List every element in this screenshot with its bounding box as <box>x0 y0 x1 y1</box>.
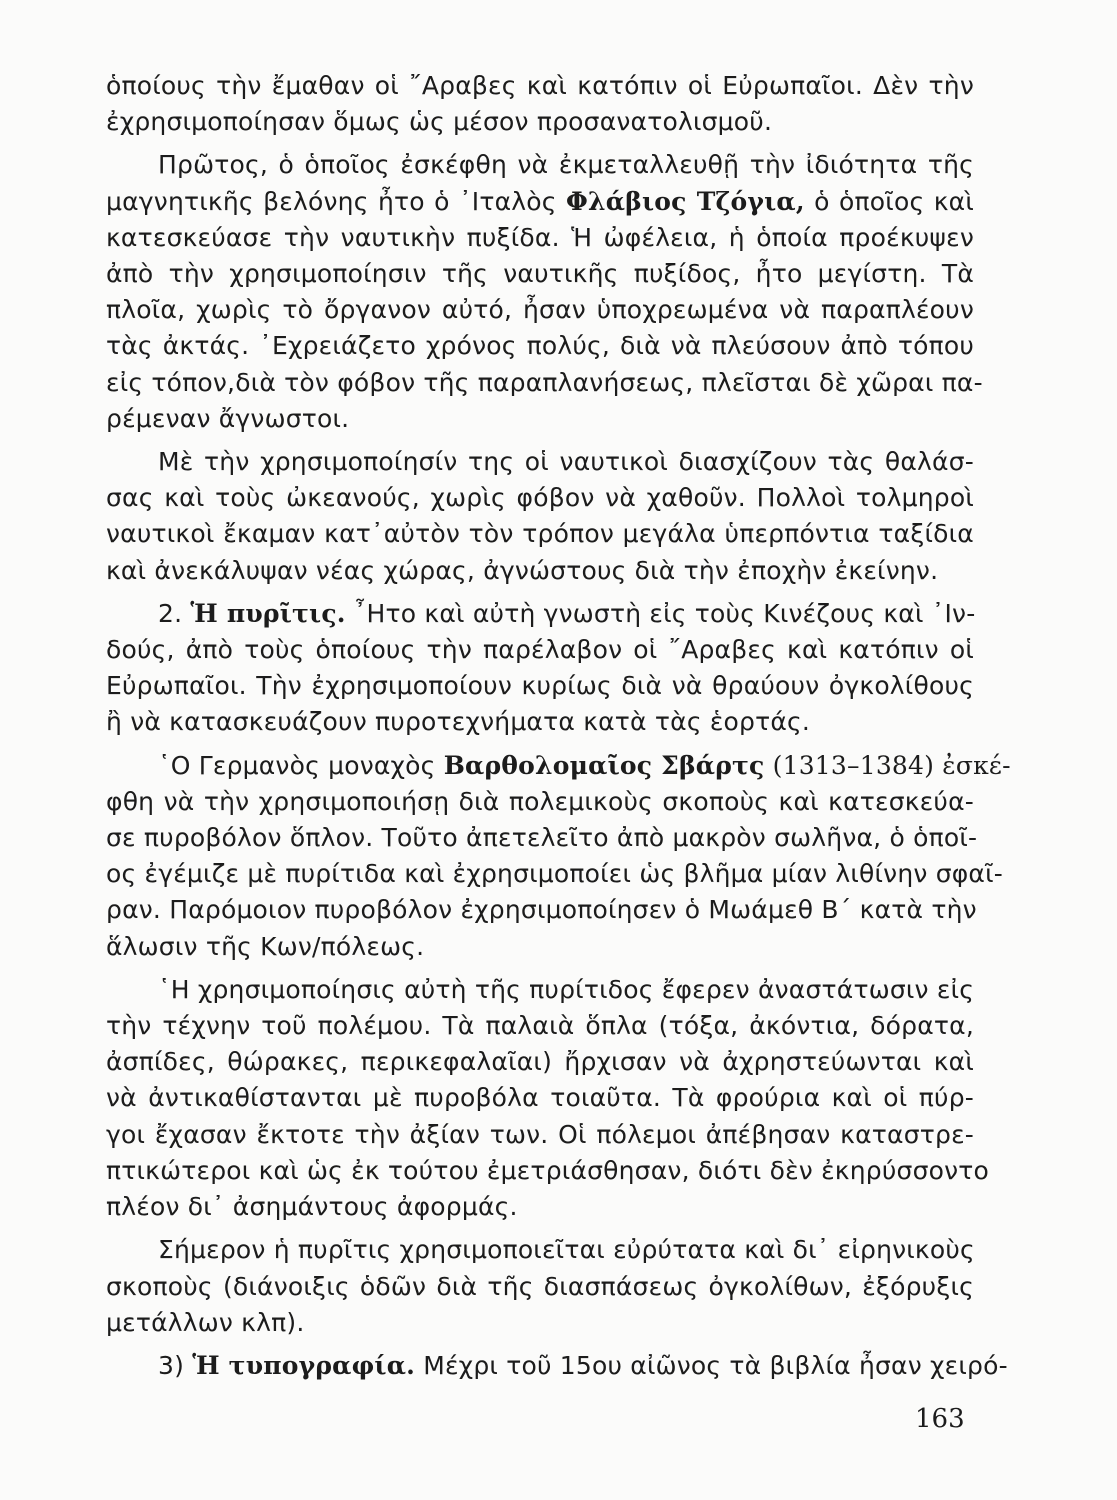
text-line: σκοποὺς (διάνοιξις ὁδῶν διὰ τῆς διασπάσεως ὀγκολίθων, ἐξόρυξις <box>106 1271 974 1301</box>
text-line: Μὲ τὴν χρησιμοποίησίν της οἱ ναυτικοὶ διασχίζουν τὰς θαλάσ- <box>158 447 974 477</box>
text-line: τὰς ἀκτάς. ᾿Εχρειάζετο χρόνος πολύς, διὰ νὰ πλεύσουν ἀπὸ τόπου <box>106 331 974 361</box>
text-line: ρέμεναν ἄγνωστοι. <box>106 403 350 433</box>
paragraph-compass-inventor <box>106 147 983 437</box>
text-run: Μέχρι τοῦ 15ου αἰῶνος τὰ βιβλία ἦσαν χειρό- <box>415 1350 1008 1380</box>
text-line: ὁποίους τὴν ἔμαθαν οἱ ῎Αραβες καὶ κατόπιν οἱ Εὐρωπαῖοι. Δὲν τὴν <box>106 71 974 100</box>
text-line: εἰς τόπον,διὰ τὸν φόβον τῆς παραπλανήσεως, πλεῖσται δὲ χῶραι πα- <box>106 367 983 397</box>
section-heading-printing: Ἡ τυπογραφία. <box>192 1350 416 1380</box>
bold-name-schwarz: Βαρθολομαῖος Σβάρτς <box>443 750 765 780</box>
text-line <box>106 596 974 632</box>
text-line: δούς, ἀπὸ τοὺς ὁποίους τὴν παρέλαβον οἱ ῎Αραβες καὶ κατόπιν οἱ <box>106 635 974 665</box>
text-line: πλέον δι᾿ ἀσημάντους ἀφορμάς. <box>106 1192 518 1222</box>
text-line: τὴν τέχνην τοῦ πολέμου. Τὰ παλαιὰ ὅπλα (τόξα, ἀκόντια, δόρατα, <box>106 1011 974 1041</box>
text-line <box>106 1348 1008 1384</box>
text-line: ἅλωσιν τῆς Κων/πόλεως. <box>106 931 425 961</box>
text-line: καὶ ἀνεκάλυψαν νέας χώρας, ἀγνώστους διὰ τὴν ἐποχὴν ἐκείνην. <box>106 555 939 585</box>
paragraph-printing <box>106 1348 1008 1384</box>
text-line: Πρῶτος, ὁ ὁποῖος ἐσκέφθη νὰ ἐκμεταλλευθῇ τὴν ἰδιότητα τῆς <box>158 150 974 180</box>
text-line: κατεσκεύασε τὴν ναυτικὴν πυξίδα. Ἡ ὠφέλεια, ἡ ὁποία προέκυψεν <box>106 222 974 252</box>
section-number: 2. <box>158 598 191 628</box>
page-body <box>106 68 1011 1391</box>
text-line: μετάλλων κλπ). <box>106 1307 305 1337</box>
text-run: (1313–1384) ἐσκέ- <box>764 750 1011 780</box>
text-line: ἀσπίδες, θώρακες, περικεφαλαῖαι) ἤρχισαν νὰ ἀχρηστεύωνται καὶ <box>106 1047 974 1077</box>
text-line: πτικώτεροι καὶ ὡς ἐκ τούτου ἐμετριάσθησαν, διότι δὲν ἐκηρύσσοντο <box>106 1155 990 1185</box>
text-line: γοι ἔχασαν ἔκτοτε τὴν ἀξίαν των. Οἱ πόλεμοι ἀπέβησαν καταστρε- <box>106 1119 974 1149</box>
text-line: ναυτικοὶ ἔκαμαν κατ᾿αὐτὸν τὸν τρόπον μεγάλα ὑπερπόντια ταξίδια <box>106 519 974 549</box>
paragraph-warfare <box>106 972 990 1225</box>
text-line: ἀπὸ τὴν χρησιμοποίησιν τῆς ναυτικῆς πυξίδος, ἦτο μεγίστη. Τὰ <box>106 259 974 289</box>
text-line: νὰ ἀντικαθίστανται μὲ πυροβόλα τοιαῦτα. Τὰ φρούρια καὶ οἱ πύρ- <box>106 1083 974 1113</box>
text-run: ῾Ο Γερμανὸς μοναχὸς <box>158 750 444 780</box>
text-run: ῏Ητο καὶ αὐτὴ γνωστὴ εἰς τοὺς Κινέζους καὶ ᾿Ιν- <box>345 598 976 628</box>
paragraph-compass-continuation <box>106 68 974 140</box>
text-line: Σήμερον ἡ πυρῖτις χρησιμοποιεῖται εὐρύτατα καὶ δι᾿ εἰρηνικοὺς <box>158 1235 975 1265</box>
text-line <box>106 184 974 220</box>
text-line: σας καὶ τοὺς ὠκεανούς, χωρὶς φόβον νὰ χαθοῦν. Πολλοὶ τολμηροὶ <box>106 483 974 513</box>
text-line <box>106 748 1011 784</box>
text-line: σε πυροβόλον ὅπλον. Τοῦτο ἀπετελεῖτο ἀπὸ μακρὸν σωλῆνα, ὁ ὁποῖ- <box>106 823 978 853</box>
text-line: ος ἐγέμιζε μὲ πυρίτιδα καὶ ἐχρησιμοποίει ὡς βλῆμα μίαν λιθίνην σφαῖ- <box>106 859 1003 889</box>
text-line: ῾Η χρησιμοποίησις αὐτὴ τῆς πυρίτιδος ἔφερεν ἀναστάτωσιν εἰς <box>158 974 975 1004</box>
text-line: πλοῖα, χωρὶς τὸ ὄργανον αὐτό, ἦσαν ὑποχρεωμένα νὰ παραπλέουν <box>106 295 974 325</box>
text-line: φθη νὰ τὴν χρησιμοποιήσῃ διὰ πολεμικοὺς σκοποὺς καὶ κατεσκεύα- <box>106 786 974 816</box>
section-heading-gunpowder: Ἡ πυρῖτις. <box>190 598 346 628</box>
text-line: Εὐρωπαῖοι. Τὴν ἐχρησιμοποίουν κυρίως διὰ νὰ θραύουν ὀγκολίθους <box>106 671 974 701</box>
paragraph-schwarz <box>106 748 1011 965</box>
paragraph-gunpowder <box>106 596 974 741</box>
section-number: 3) <box>158 1350 193 1380</box>
text-line: ραν. Παρόμοιον πυροβόλον ἐχρησιμοποίησεν ὁ Μωάμεθ Β΄ κατὰ τὴν <box>106 895 977 925</box>
text-line: ἢ νὰ κατασκευάζουν πυροτεχνήματα κατὰ τὰς ἑορτάς. <box>106 707 811 737</box>
text-line: ἐχρησιμοποίησαν ὅμως ὡς μέσον προσανατολισμοῦ. <box>106 107 773 137</box>
text-run: μαγνητικῆς βελόνης ἦτο ὁ ᾿Ιταλὸς <box>106 186 567 216</box>
paragraph-peaceful-uses <box>106 1232 974 1341</box>
paragraph-sailors <box>106 444 974 589</box>
bold-name-flavio-gioia: Φλάβιος Τζόγια, <box>566 186 805 216</box>
page-number: 163 <box>915 1404 965 1434</box>
text-run: ὁ ὁποῖος καὶ <box>804 186 974 216</box>
